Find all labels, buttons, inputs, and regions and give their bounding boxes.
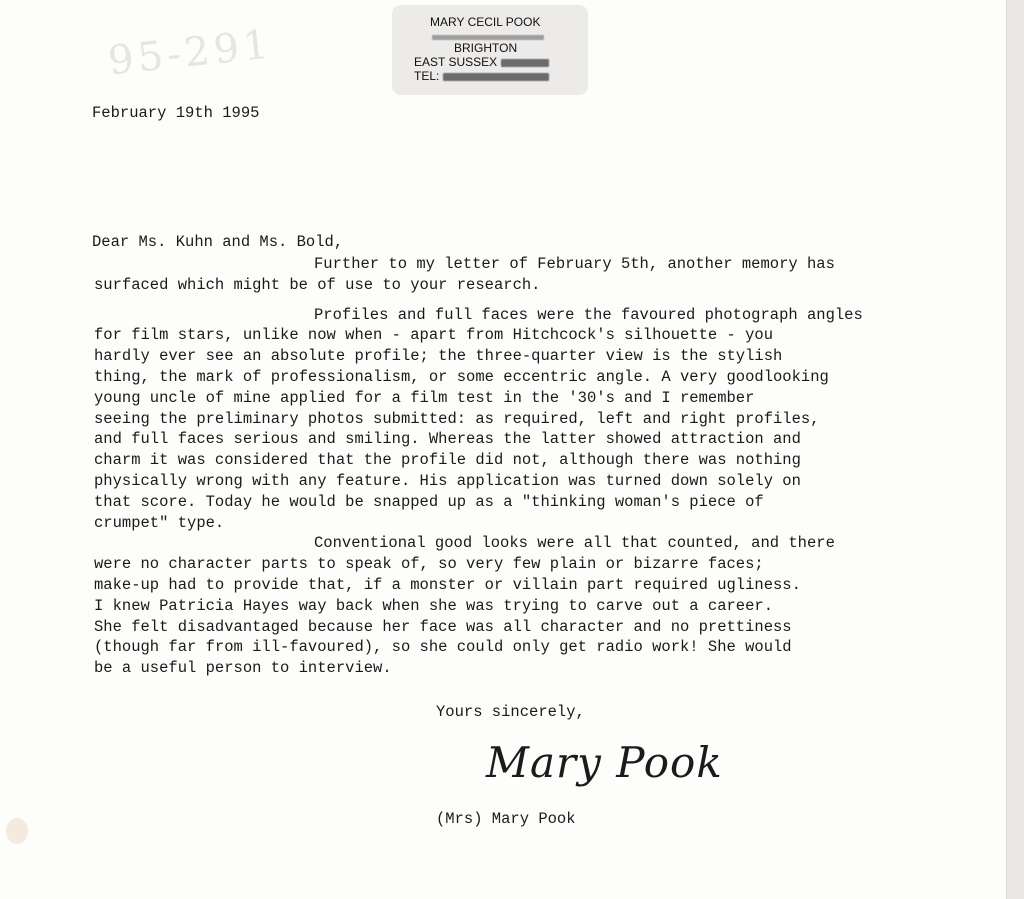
sender-name: MARY CECIL POOK (430, 15, 541, 29)
letter-body (94, 254, 974, 679)
signed-name: (Mrs) Mary Pook (436, 810, 576, 828)
address-label (392, 5, 588, 95)
body-line: were no character parts to speak of, so very few plain or bizarre faces; (94, 555, 764, 574)
sender-telephone: TEL: (414, 69, 549, 83)
body-line: physically wrong with any feature. His application was turned down solely on (94, 471, 801, 490)
letter-date: February 19th 1995 (92, 104, 260, 122)
body-line: and full faces serious and smiling. Whereas the latter showed attraction and (94, 430, 801, 449)
body-line: charm it was considered that the profile did not, although there was nothing (94, 451, 801, 470)
body-line: (though far from ill-favoured), so she could only get radio work! She would (94, 638, 792, 657)
body-line: crumpet" type. (94, 513, 225, 532)
body-line: hardly ever see an absolute profile; the three-quarter view is the stylish (94, 347, 783, 366)
body-line: Conventional good looks were all that counted, and there (314, 534, 835, 553)
body-line: thing, the mark of professionalism, or some eccentric angle. A very goodlooking (94, 367, 829, 386)
paper-stain (6, 818, 28, 844)
body-line: Further to my letter of February 5th, another memory has (314, 255, 835, 273)
body-line: seeing the preliminary photos submitted: as required, left and right profiles, (94, 409, 820, 428)
page-edge (1006, 0, 1024, 899)
closing: Yours sincerely, (436, 703, 585, 721)
sender-county: EAST SUSSEX (414, 55, 549, 69)
handwritten-signature: Mary Pook (486, 738, 723, 787)
body-line: make-up had to provide that, if a monster or villain part required ugliness. (94, 575, 801, 594)
body-line: I knew Patricia Hayes way back when she was trying to carve out a career. (94, 596, 774, 615)
body-line: Profiles and full faces were the favoured photograph angles (314, 305, 863, 324)
sender-city: BRIGHTON (454, 41, 518, 55)
body-line: She felt disadvantaged because her face was all character and no prettiness (94, 617, 792, 636)
pencil-annotation: 95-291 (106, 21, 275, 85)
body-line: for film stars, unlike now when - apart from Hitchcock's silhouette - you (94, 326, 774, 345)
body-line: surfaced which might be of use to your research. (94, 275, 541, 294)
salutation: Dear Ms. Kuhn and Ms. Bold, (92, 233, 344, 251)
body-line: young uncle of mine applied for a film test in the '30's and I remember (94, 388, 755, 407)
body-line: be a useful person to interview. (94, 659, 392, 678)
body-line: that score. Today he would be snapped up as a "thinking woman's piece of (94, 492, 764, 511)
